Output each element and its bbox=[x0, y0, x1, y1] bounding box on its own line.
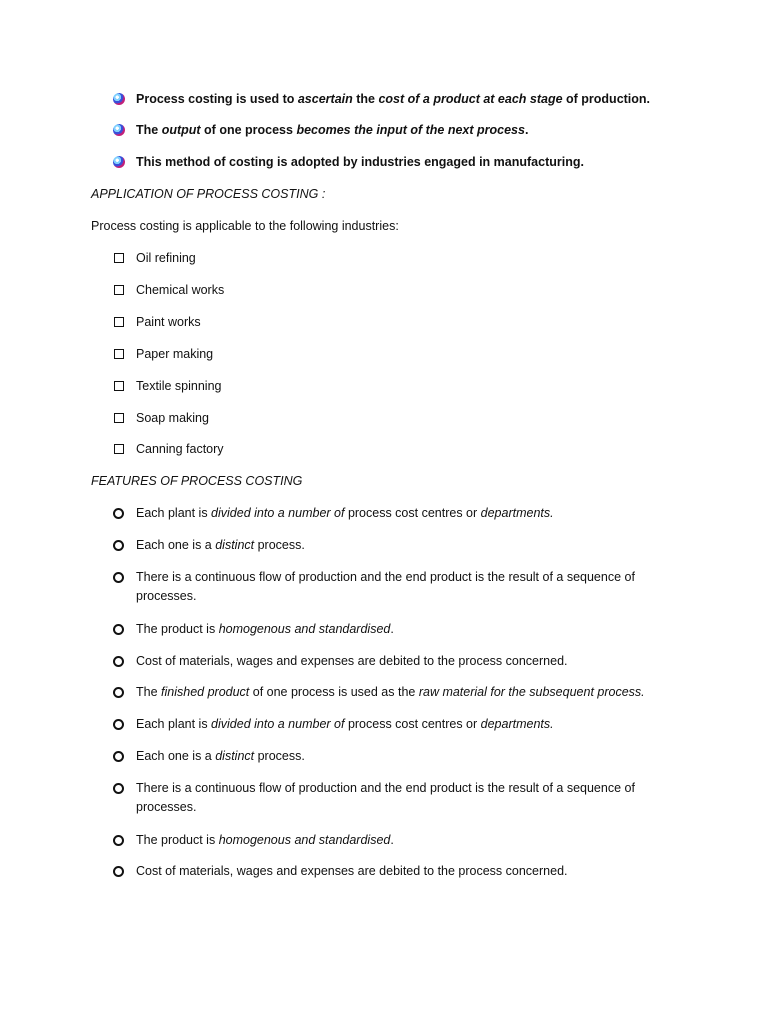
circle-bullet-icon bbox=[113, 656, 124, 667]
text-run: distinct bbox=[215, 538, 255, 552]
circle-bullet-icon bbox=[113, 835, 124, 846]
text-run: homogenous and standardised bbox=[218, 833, 391, 847]
checkbox-bullet-icon bbox=[114, 285, 124, 295]
circle-bullet-icon bbox=[113, 783, 124, 794]
text-run: of one process is used as the bbox=[249, 685, 419, 699]
text-run: process. bbox=[254, 749, 305, 763]
checkbox-bullet-icon bbox=[114, 381, 124, 391]
globe-bullet-icon bbox=[113, 93, 125, 105]
text-run: Each plant is bbox=[136, 717, 212, 731]
circle-bullet-icon bbox=[113, 719, 124, 730]
text-run: departments. bbox=[480, 717, 554, 731]
circle-bullet-icon bbox=[113, 572, 124, 583]
text-run: The product is bbox=[136, 622, 219, 636]
text-run: . bbox=[390, 833, 394, 847]
text-run: of production. bbox=[562, 92, 651, 106]
intro-text bbox=[136, 153, 676, 172]
checkbox-bullet-icon bbox=[114, 253, 124, 263]
industry-label: Canning factory bbox=[136, 442, 224, 456]
text-run: output bbox=[161, 123, 201, 137]
text-run: The product is bbox=[136, 833, 219, 847]
application-intro: Process costing is applicable to the following industries: bbox=[91, 219, 399, 233]
checkbox-bullet-icon bbox=[114, 413, 124, 423]
circle-bullet-icon bbox=[113, 687, 124, 698]
text-run: Each one is a bbox=[136, 538, 216, 552]
text-run: The bbox=[136, 685, 162, 699]
feature-text bbox=[136, 747, 676, 766]
text-run: ascertain bbox=[297, 92, 353, 106]
feature-text bbox=[136, 862, 676, 881]
text-run: There is a continuous flow of production and the end product is the result of a sequence of processes. bbox=[136, 781, 635, 814]
circle-bullet-icon bbox=[113, 508, 124, 519]
text-run: There is a continuous flow of production and the end product is the result of a sequence of processes. bbox=[136, 570, 635, 603]
text-run: divided into a number of bbox=[211, 506, 345, 520]
feature-text bbox=[136, 831, 676, 850]
text-run: raw material for the subsequent process. bbox=[418, 685, 645, 699]
circle-bullet-icon bbox=[113, 866, 124, 877]
circle-bullet-icon bbox=[113, 624, 124, 635]
circle-bullet-icon bbox=[113, 751, 124, 762]
industry-label: Chemical works bbox=[136, 283, 225, 297]
circle-bullet-icon bbox=[113, 540, 124, 551]
text-run: departments. bbox=[480, 506, 554, 520]
feature-text bbox=[136, 715, 676, 734]
text-run: process cost centres or bbox=[344, 717, 481, 731]
intro-text bbox=[136, 121, 676, 140]
text-run: process. bbox=[254, 538, 305, 552]
feature-text bbox=[136, 620, 676, 639]
text-run: distinct bbox=[215, 749, 255, 763]
text-run: The bbox=[136, 123, 162, 137]
text-run: the bbox=[352, 92, 379, 106]
industry-label: Textile spinning bbox=[136, 379, 222, 393]
industry-label: Oil refining bbox=[136, 251, 196, 265]
text-run: process cost centres or bbox=[344, 506, 481, 520]
checkbox-bullet-icon bbox=[114, 349, 124, 359]
text-run: divided into a number of bbox=[211, 717, 345, 731]
feature-text bbox=[136, 568, 656, 606]
intro-text bbox=[136, 90, 676, 109]
feature-text bbox=[136, 779, 656, 817]
feature-text bbox=[136, 536, 676, 555]
text-run: Process costing is used to bbox=[136, 92, 298, 106]
industry-label: Paper making bbox=[136, 347, 214, 361]
globe-bullet-icon bbox=[113, 124, 125, 136]
feature-text bbox=[136, 652, 676, 671]
text-run: Each one is a bbox=[136, 749, 216, 763]
feature-text bbox=[136, 504, 676, 523]
globe-bullet-icon bbox=[113, 156, 125, 168]
application-heading: APPLICATION OF PROCESS COSTING : bbox=[91, 187, 326, 201]
feature-text bbox=[136, 683, 676, 702]
text-run: . bbox=[390, 622, 394, 636]
features-heading: FEATURES OF PROCESS COSTING bbox=[91, 474, 303, 488]
text-run: . bbox=[524, 123, 529, 137]
text-run: cost of a product at each stage bbox=[378, 92, 563, 106]
text-run: of one process bbox=[200, 123, 297, 137]
text-run: This method of costing is adopted by industries engaged in manufacturing. bbox=[136, 155, 584, 169]
checkbox-bullet-icon bbox=[114, 317, 124, 327]
industry-label: Paint works bbox=[136, 315, 201, 329]
text-run: homogenous and standardised bbox=[218, 622, 391, 636]
text-run: becomes the input of the next process bbox=[296, 123, 525, 137]
industry-label: Soap making bbox=[136, 411, 209, 425]
checkbox-bullet-icon bbox=[114, 444, 124, 454]
text-run: finished product bbox=[161, 685, 250, 699]
text-run: Cost of materials, wages and expenses are debited to the process concerned. bbox=[136, 864, 568, 878]
text-run: Each plant is bbox=[136, 506, 212, 520]
text-run: Cost of materials, wages and expenses are debited to the process concerned. bbox=[136, 654, 568, 668]
